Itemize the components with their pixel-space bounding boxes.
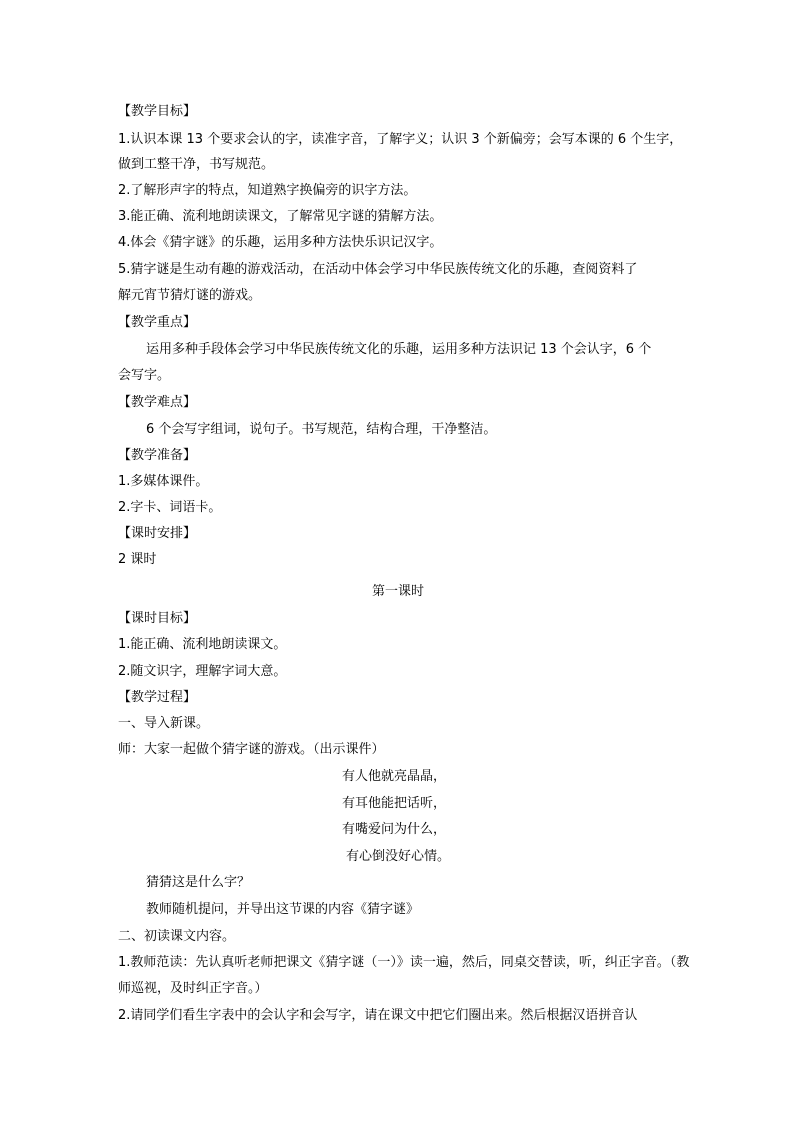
- lesson-objective-1: 1.能正确、流利地朗读课文。: [118, 637, 287, 652]
- key-points-heading: 【教学重点】: [118, 315, 197, 330]
- key-points-line-2: 会写字。: [118, 368, 171, 383]
- preparation-heading: 【教学准备】: [118, 448, 197, 463]
- step-1: 一、导入新课。: [118, 716, 210, 731]
- difficulties-text: 6 个会写字组词，说句子。书写规范，结构合理，干净整洁。: [146, 422, 497, 437]
- riddle-line-2: 有耳他能把话听，: [342, 796, 447, 811]
- step-2: 二、初读课文内容。: [118, 929, 236, 944]
- riddle-line-1: 有人他就亮晶晶，: [342, 769, 447, 784]
- riddle-line-4: 有心倒没好心情。: [346, 849, 451, 864]
- riddle-line-3: 有嘴爱问为什么，: [342, 822, 447, 837]
- schedule-heading: 【课时安排】: [118, 526, 197, 541]
- guess-prompt: 猜猜这是什么字？: [146, 875, 251, 890]
- difficulties-heading: 【教学难点】: [118, 395, 197, 410]
- lesson-objectives-heading: 【课时目标】: [118, 611, 197, 626]
- lesson-objective-2: 2.随文识字，理解字词大意。: [118, 664, 287, 679]
- objective-2: 2.了解形声字的特点，知道熟字换偏旁的识字方法。: [118, 183, 417, 198]
- reading-1-line-1: 1.教师范读：先认真听老师把课文《猜字谜（一）》读一遍，然后，同桌交替读，听，纠正字音。（教: [118, 955, 690, 970]
- objective-3: 3.能正确、流利地朗读课文，了解常见字谜的猜解方法。: [118, 209, 443, 224]
- preparation-2: 2.字卡、词语卡。: [118, 500, 222, 515]
- process-heading: 【教学过程】: [118, 690, 197, 705]
- objectives-heading: 【教学目标】: [118, 104, 197, 119]
- reading-1-line-2: 师巡视，及时纠正字音。）: [118, 981, 268, 996]
- objective-4: 4.体会《猜字谜》的乐趣，运用多种方法快乐识记汉字。: [118, 235, 443, 250]
- key-points-line-1: 运用多种手段体会学习中华民族传统文化的乐趣，运用多种方法识记 13 个会认字，6 个: [146, 342, 652, 357]
- reading-2: 2.请同学们看生字表中的会认字和会写字，请在课文中把它们圈出来。然后根据汉语拼音认: [118, 1008, 638, 1023]
- teacher-line: 师：大家一起做个猜字谜的游戏。（出示课件）: [118, 742, 385, 757]
- schedule-text: 2 课时: [118, 552, 157, 567]
- lead-in: 教师随机提问，并导出这节课的内容《猜字谜》: [146, 902, 420, 917]
- preparation-1: 1.多媒体课件。: [118, 474, 209, 489]
- objective-1-line-2: 做到工整干净，书写规范。: [118, 157, 275, 172]
- objective-1-line-1: 1.认识本课 13 个要求会认的字，读准字音，了解字义；认识 3 个新偏旁；会写本课的 6 个生字，: [118, 132, 683, 147]
- objective-5-line-2: 解元宵节猜灯谜的游戏。: [118, 288, 262, 303]
- lesson-title: 第一课时: [371, 584, 424, 599]
- objective-5-line-1: 5.猜字谜是生动有趣的游戏活动，在活动中体会学习中华民族传统文化的乐趣，查阅资料了: [118, 262, 638, 277]
